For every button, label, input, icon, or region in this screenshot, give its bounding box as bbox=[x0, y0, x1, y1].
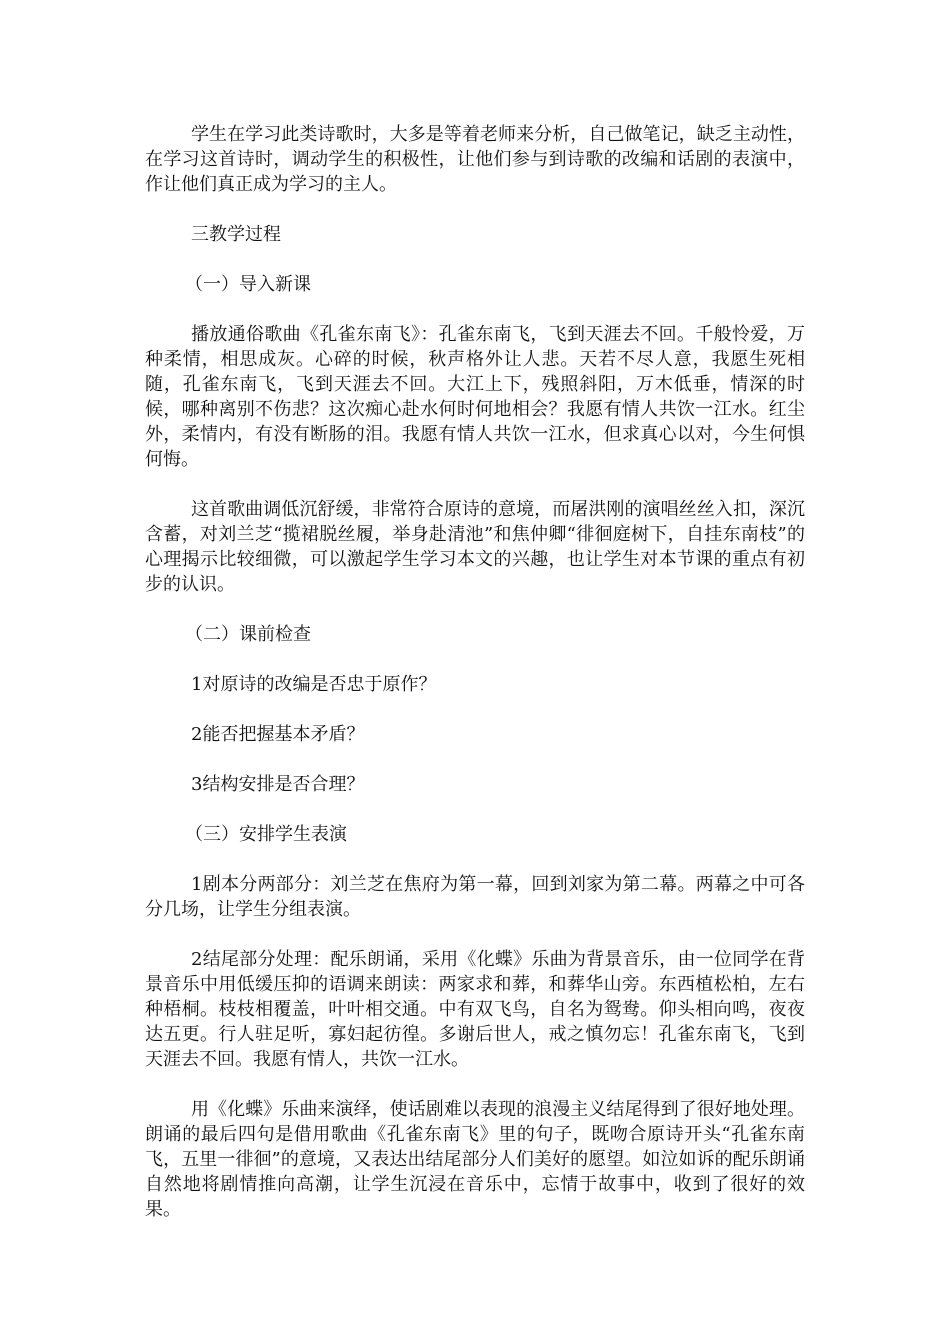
subsection-heading-2: （二）课前检查 bbox=[185, 624, 311, 645]
closing-paragraph: 用《化蝶》乐曲来演绎，使话剧难以表现的浪漫主义结尾得到了很好地处理。朗诵的最后四句是借用歌曲《孔雀东南飞》里的句子，既吻合原诗开头“孔雀东南飞，五里一徘徊”的意境，又表达出结尾部分人们美好的愿望。如泣如诉的配乐朗诵自然地将剧情推向高潮，让学生沉浸在音乐中，忘情于故事中，收到了很好的效果。 bbox=[145, 1099, 805, 1220]
check-item-1: 1对原诗的改编是否忠于原作？ bbox=[191, 674, 437, 695]
subsection-heading-1: （一）导入新课 bbox=[185, 274, 311, 295]
subsection-heading-3: （三）安排学生表演 bbox=[185, 824, 347, 845]
performance-item-2: 2结尾部分处理：配乐朗诵，采用《化蝶》乐曲为背景音乐，由一位同学在背景音乐中用低缓压抑的语调来朗读：两家求和葬，和葬华山旁。东西植松柏，左右种梧桐。枝枝相覆盖，叶叶相交通。中有双飞鸟，自名为鸳鸯。仰头相向鸣，夜夜达五更。行人驻足听，寡妇起彷徨。多谢后世人，戒之慎勿忘！孔雀东南飞，飞到天涯去不回。我愿有情人，共饮一江水。 bbox=[145, 949, 805, 1070]
intro-paragraph: 学生在学习此类诗歌时，大多是等着老师来分析，自己做笔记，缺乏主动性，在学习这首诗时，调动学生的积极性，让他们参与到诗歌的改编和话剧的表演中，作让他们真正成为学习的主人。 bbox=[145, 124, 805, 195]
section-heading: 三教学过程 bbox=[191, 224, 281, 245]
document-body bbox=[145, 122, 805, 1247]
check-item-2: 2能否把握基本矛盾？ bbox=[191, 724, 365, 745]
check-item-3: 3结构安排是否合理？ bbox=[191, 774, 365, 795]
song-lyrics-paragraph: 播放通俗歌曲《孔雀东南飞》：孔雀东南飞，飞到天涯去不回。千般怜爱，万种柔情，相思成灰。心碎的时候，秋声格外让人悲。天若不尽人意，我愿生死相随，孔雀东南飞，飞到天涯去不回。大江上下，残照斜阳，万木低垂，情深的时候，哪种离别不伤悲？这次痴心赴水何时何地相会？我愿有情人共饮一江水。红尘外，柔情内，有没有断肠的泪。我愿有情人共饮一江水，但求真心以对，今生何惧何悔。 bbox=[145, 324, 805, 470]
performance-item-1: 1剧本分两部分：刘兰芝在焦府为第一幕，回到刘家为第二幕。两幕之中可各分几场，让学生分组表演。 bbox=[145, 874, 805, 920]
song-comment-paragraph: 这首歌曲调低沉舒缓，非常符合原诗的意境，而屠洪刚的演唱丝丝入扣，深沉含蓄，对刘兰芝“揽裙脱丝履，举身赴清池”和焦仲卿“徘徊庭树下，自挂东南枝”的心理揭示比较细微，可以激起学生学习本文的兴趣，也让学生对本节课的重点有初步的认识。 bbox=[145, 499, 805, 595]
